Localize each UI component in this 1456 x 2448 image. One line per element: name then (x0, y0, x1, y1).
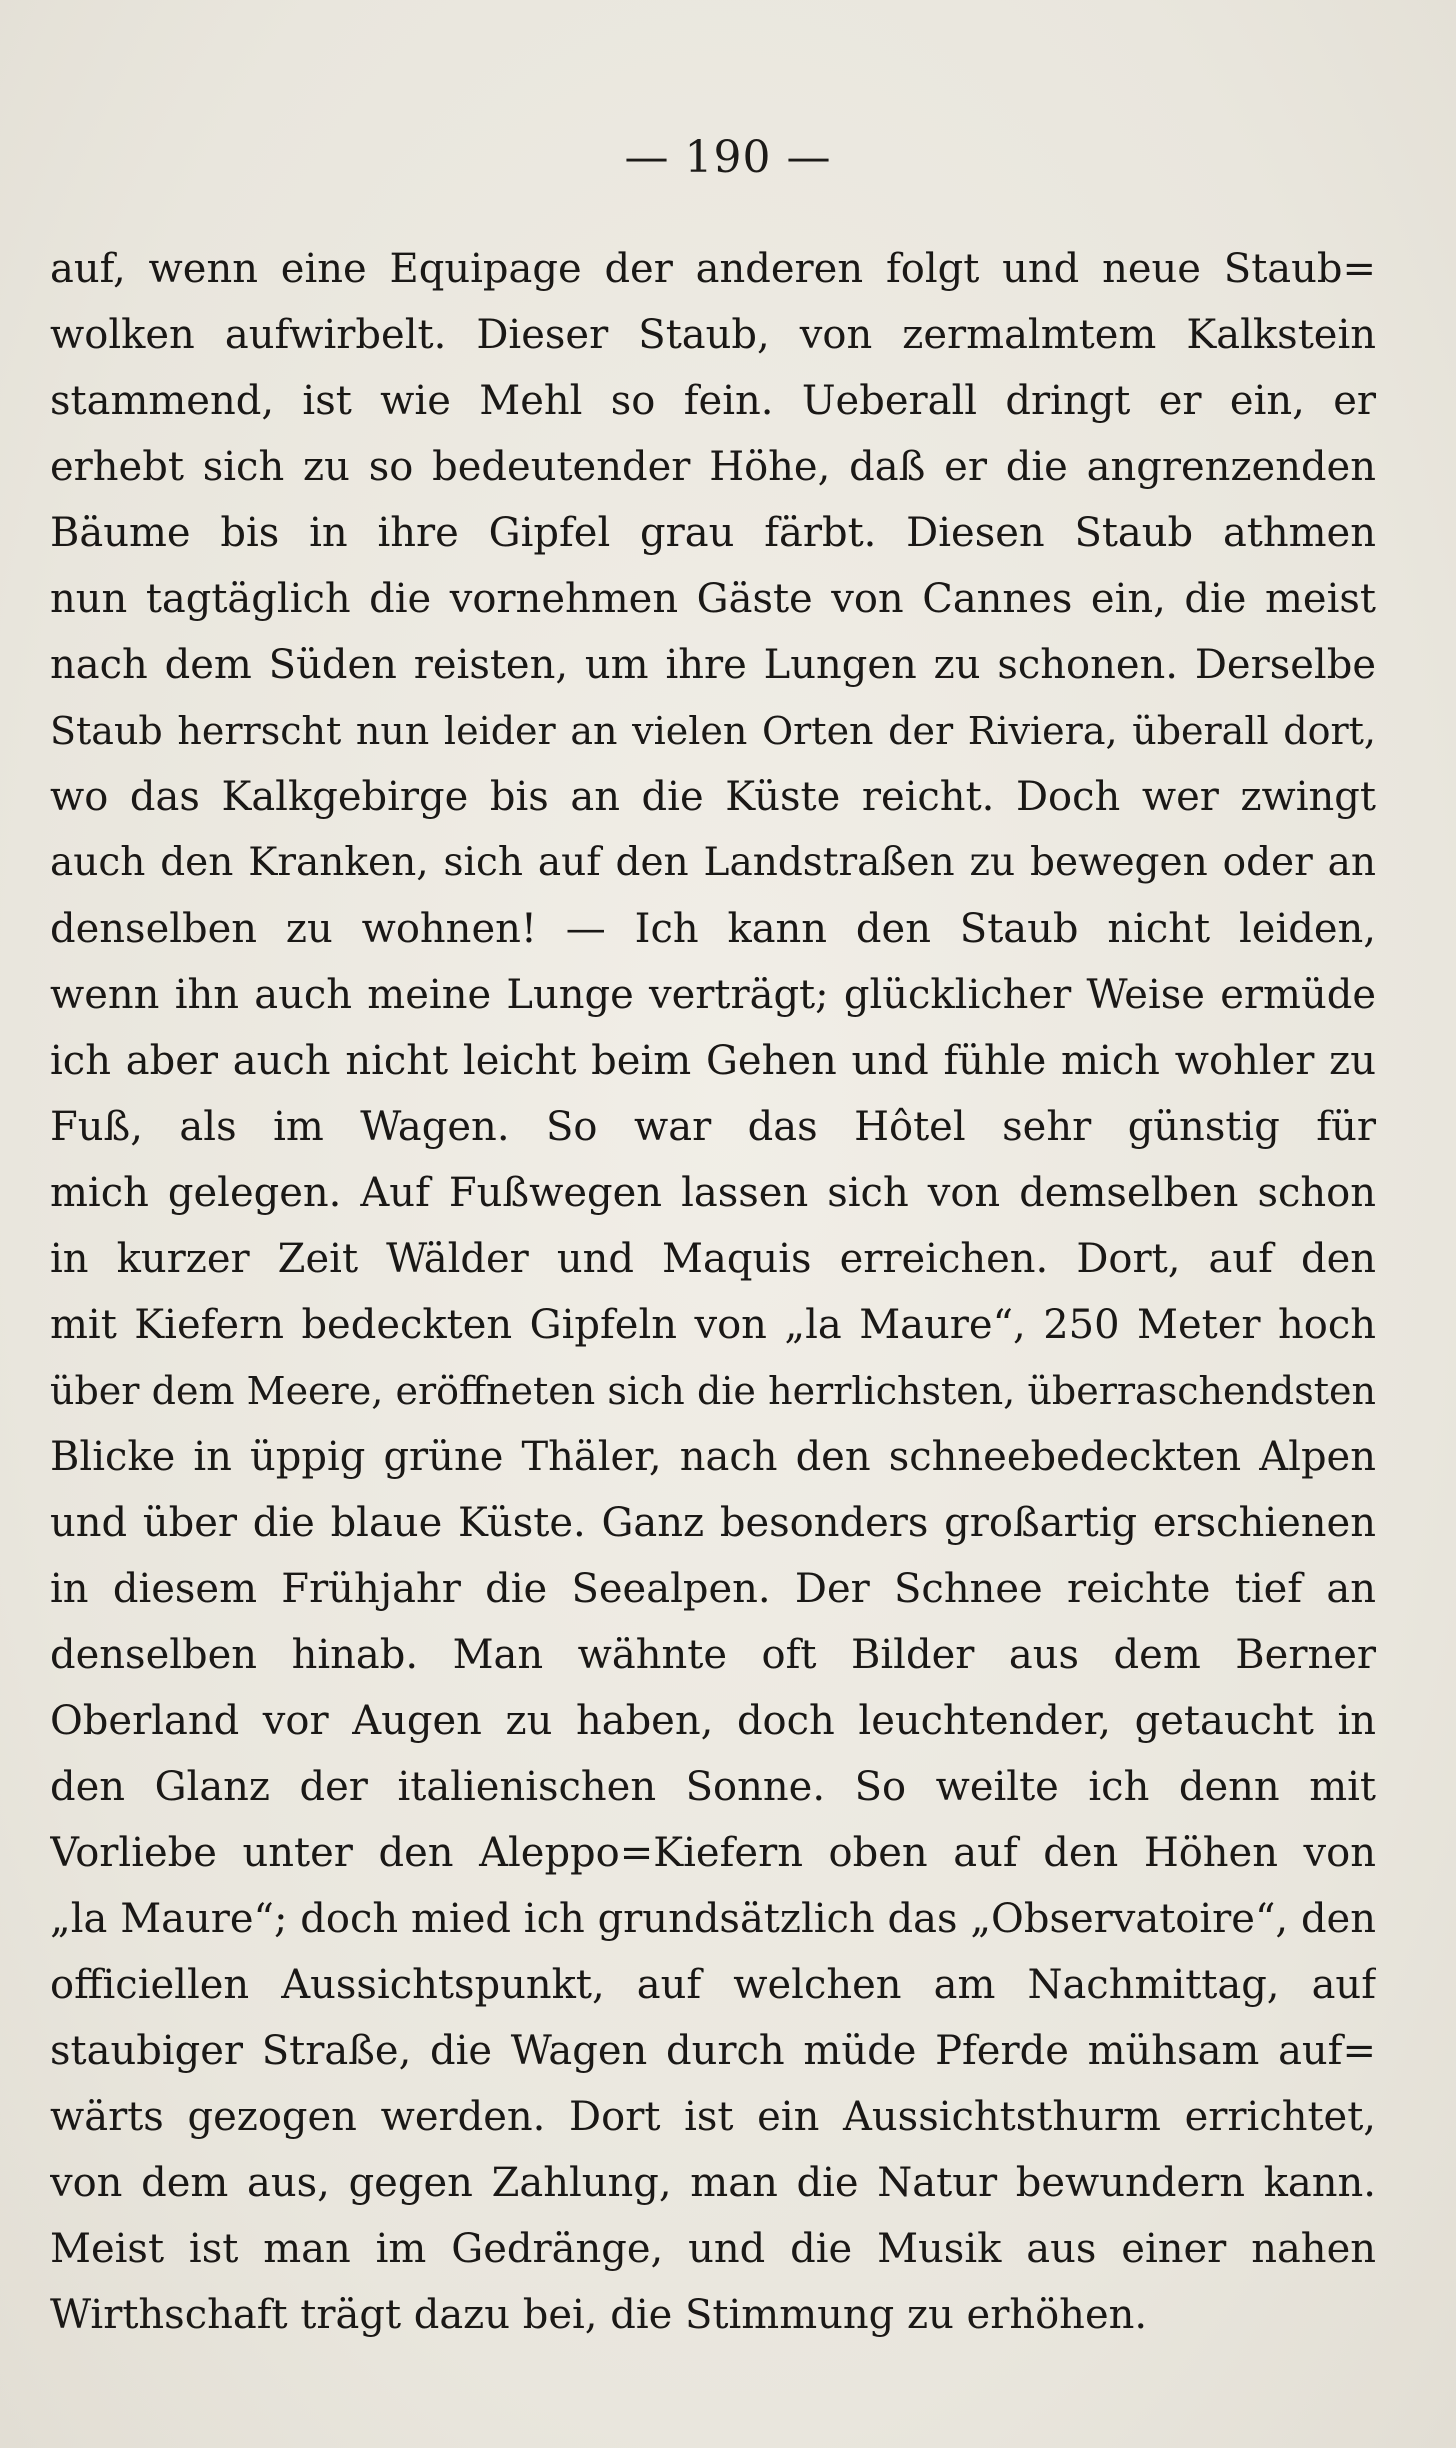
text-line: auch den Kranken, sich auf den Landstraßen zu bewegen oder an (50, 840, 1376, 885)
text-line: Fuß, als im Wagen. So war das Hôtel sehr günstig für (50, 1104, 1376, 1150)
text-line: Meist ist man im Gedränge, und die Musik aus einer nahen (50, 2226, 1376, 2272)
text-line: und über die blaue Küste. Ganz besonders großartig erschienen (50, 1500, 1376, 1546)
text-line: über dem Meere, eröffneten sich die herrlichsten, überraschendsten (50, 1369, 1376, 1413)
text-line: in kurzer Zeit Wälder und Maquis erreichen. Dort, auf den (50, 1236, 1376, 1282)
text-line: wärts gezogen werden. Dort ist ein Aussichtsthurm errichtet, (50, 2094, 1376, 2140)
page-number: — 190 — (624, 132, 832, 183)
text-line: stammend, ist wie Mehl so fein. Ueberall dringt er ein, er (50, 378, 1376, 424)
text-line: erhebt sich zu so bedeutender Höhe, daß er die angrenzenden (50, 444, 1376, 490)
text-line: denselben hinab. Man wähnte oft Bilder aus dem Berner (50, 1632, 1376, 1678)
text-line: von dem aus, gegen Zahlung, man die Natur bewundern kann. (50, 2160, 1376, 2206)
text-line: wolken aufwirbelt. Dieser Staub, von zermalmtem Kalkstein (50, 312, 1376, 358)
text-line: Oberland vor Augen zu haben, doch leuchtender, getaucht in (50, 1698, 1376, 1744)
text-line: nun tagtäglich die vornehmen Gäste von Cannes ein, die meist (50, 576, 1376, 622)
text-line: Staub herrscht nun leider an vielen Orten der Riviera, überall dort, (50, 709, 1376, 753)
text-line: mit Kiefern bedeckten Gipfeln von „la Maure“, 250 Meter hoch (50, 1302, 1376, 1348)
text-line: Bäume bis in ihre Gipfel grau färbt. Diesen Staub athmen (50, 510, 1376, 556)
text-line: in diesem Frühjahr die Seealpen. Der Schnee reichte tief an (50, 1566, 1376, 1612)
text-line: nach dem Süden reisten, um ihre Lungen zu schonen. Derselbe (50, 642, 1376, 688)
text-line: wenn ihn auch meine Lunge verträgt; glücklicher Weise ermüde (50, 972, 1376, 1018)
text-line: Blicke in üppig grüne Thäler, nach den schneebedeckten Alpen (50, 1434, 1376, 1480)
text-line: denselben zu wohnen! — Ich kann den Staub nicht leiden, (50, 906, 1376, 952)
text-line: officiellen Aussichtspunkt, auf welchen am Nachmittag, auf (50, 1962, 1376, 2008)
text-line: den Glanz der italienischen Sonne. So weilte ich denn mit (50, 1764, 1376, 1810)
body-text (50, 236, 1376, 2348)
text-line: mich gelegen. Auf Fußwegen lassen sich von demselben schon (50, 1170, 1376, 1216)
text-line: „la Maure“; doch mied ich grundsätzlich das „Observatoire“, den (50, 1896, 1376, 1942)
text-line: auf, wenn eine Equipage der anderen folgt und neue Staub= (50, 246, 1376, 292)
text-line: Vorliebe unter den Aleppo=Kiefern oben auf den Höhen von (50, 1830, 1376, 1876)
text-line: ich aber auch nicht leicht beim Gehen und fühle mich wohler zu (50, 1038, 1376, 1084)
text-line: staubiger Straße, die Wagen durch müde Pferde mühsam auf= (50, 2028, 1376, 2074)
text-line: wo das Kalkgebirge bis an die Küste reicht. Doch wer zwingt (50, 774, 1376, 820)
text-line: Wirthschaft trägt dazu bei, die Stimmung zu erhöhen. (50, 2292, 1148, 2338)
